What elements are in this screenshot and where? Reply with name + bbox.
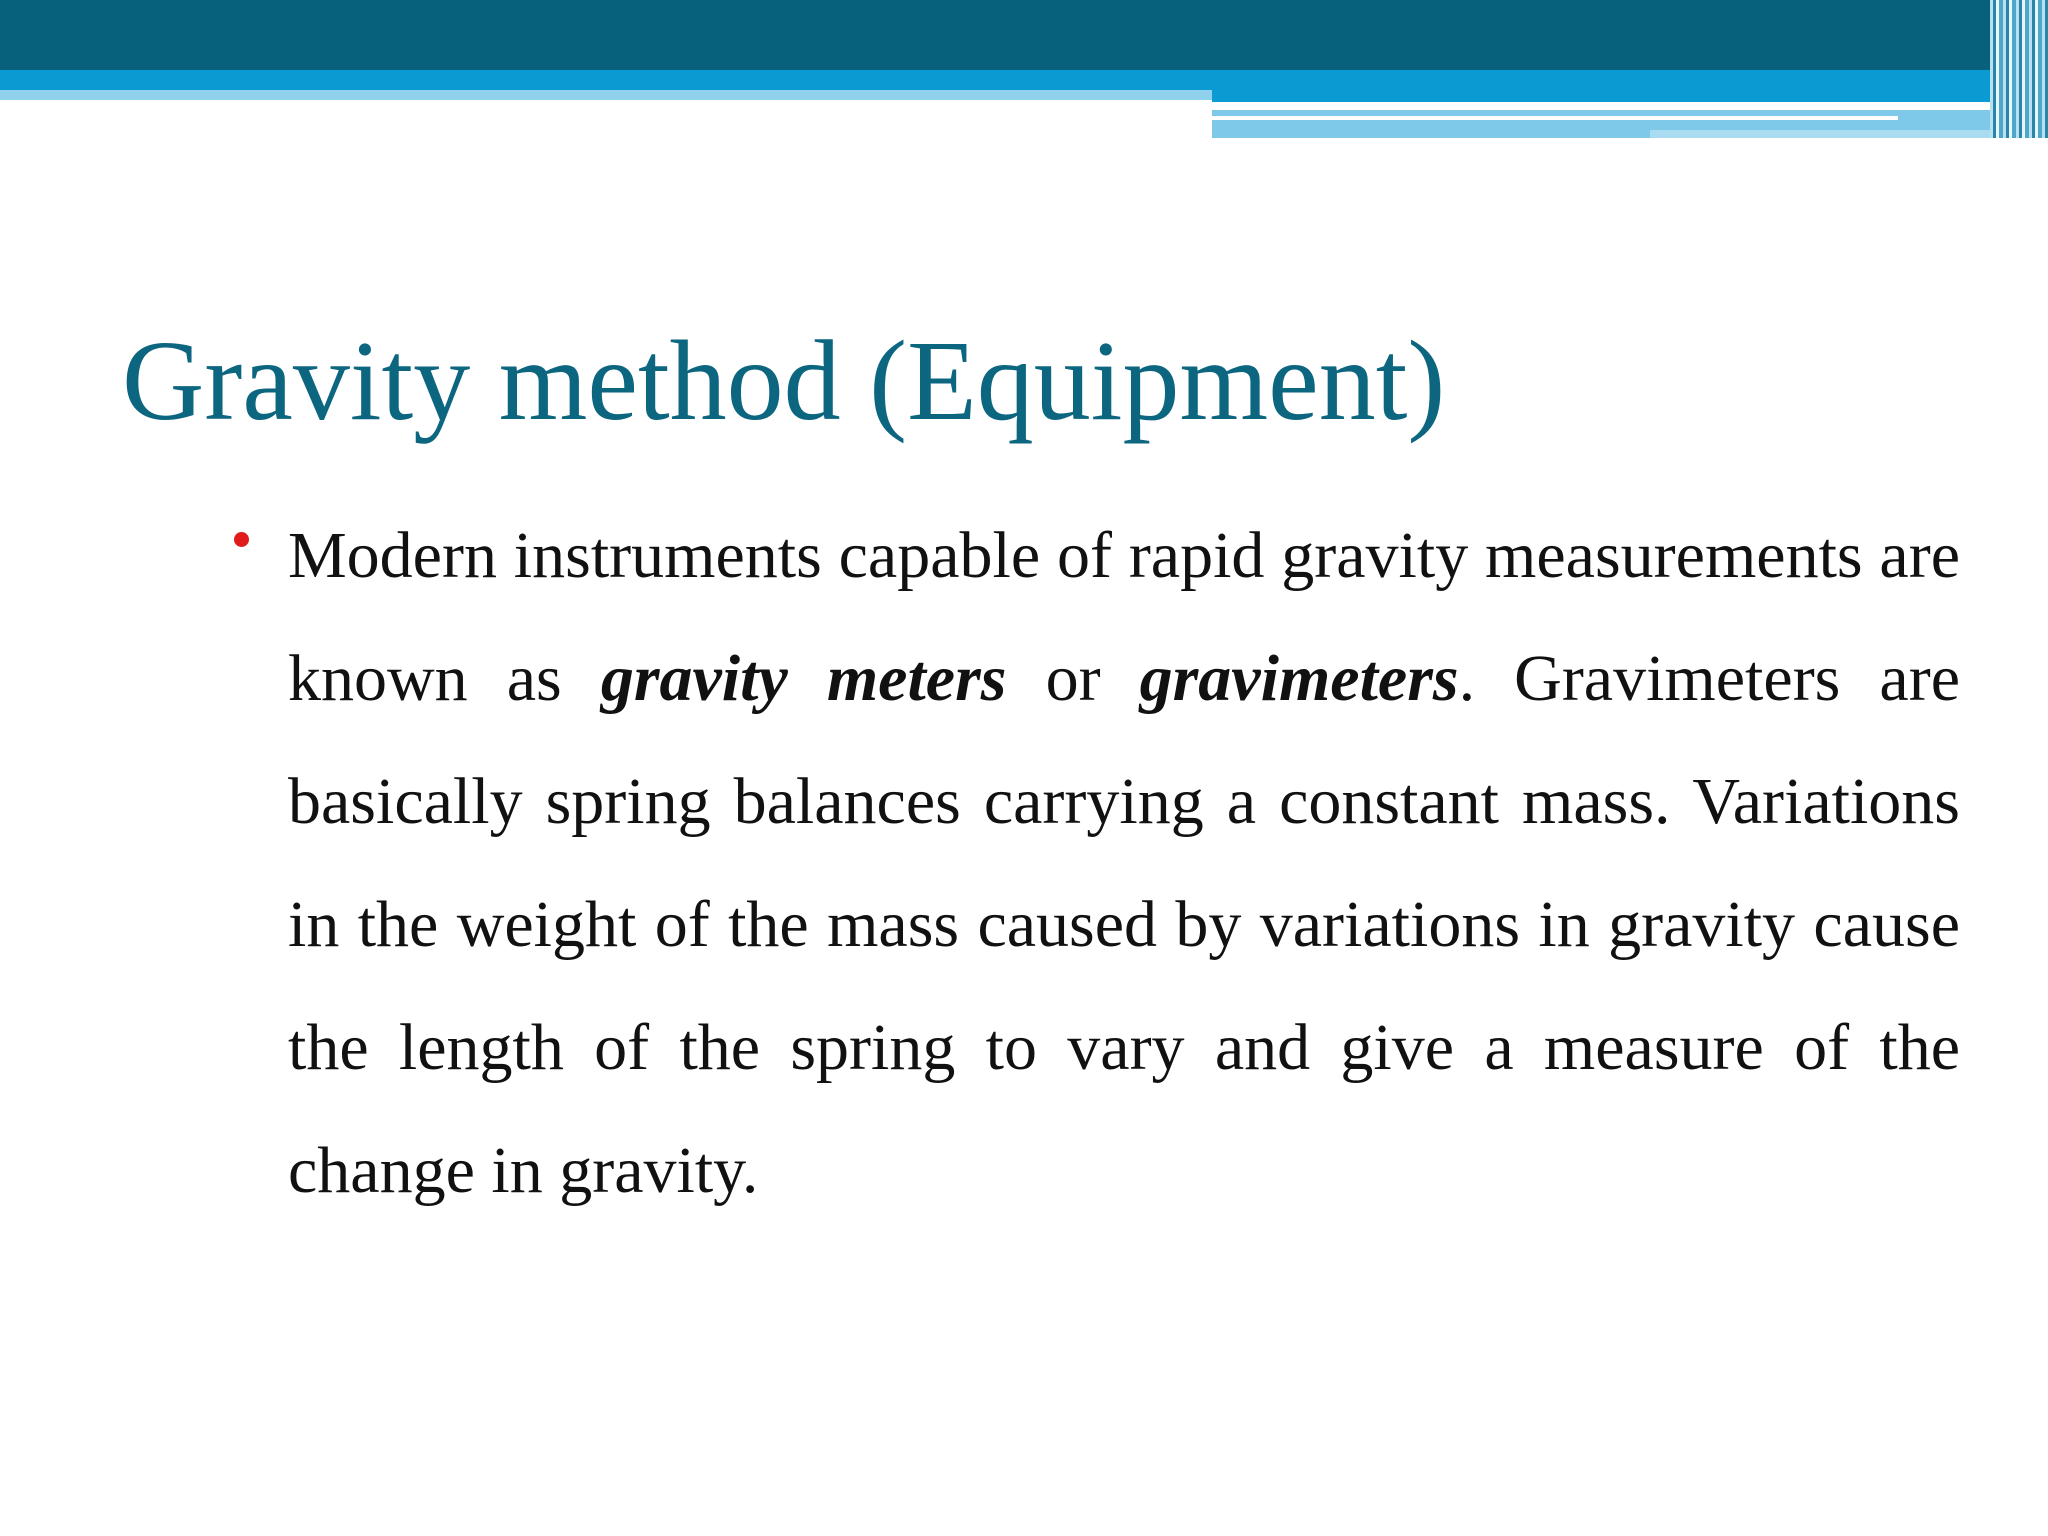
header-edge-stripes xyxy=(1990,0,2048,138)
bullet-marker-icon xyxy=(234,532,249,547)
header-band-thin-line xyxy=(1212,116,1898,120)
term-gravimeters: gravimeters xyxy=(1139,642,1459,715)
bullet-text-segment: Modern instruments capable of rapid gravity measurements are known as xyxy=(288,519,1960,715)
header-band-thin-line xyxy=(1212,102,2048,110)
header-band-mid xyxy=(0,70,2048,90)
header-band-light-left xyxy=(0,90,1212,100)
bullet-text-segment: or xyxy=(1006,642,1140,715)
header-band-thin-line xyxy=(1212,110,2048,130)
header-band-thin-line xyxy=(1212,130,1650,138)
term-gravity-meters: gravity meters xyxy=(600,642,1007,715)
header-band-thin-line xyxy=(1650,130,2048,138)
slide-title: Gravity method (Equipment) xyxy=(122,317,1446,444)
bullet-text xyxy=(288,494,1960,1232)
bullet-text-segment: . Gravimeters are basically spring balances carrying a constant mass. Variations in the weight of the mass caused by variations in gravity cause the length of the spring to vary and give a measure of the change in gravity. xyxy=(288,642,1961,1207)
header-band-dark xyxy=(0,0,2048,70)
